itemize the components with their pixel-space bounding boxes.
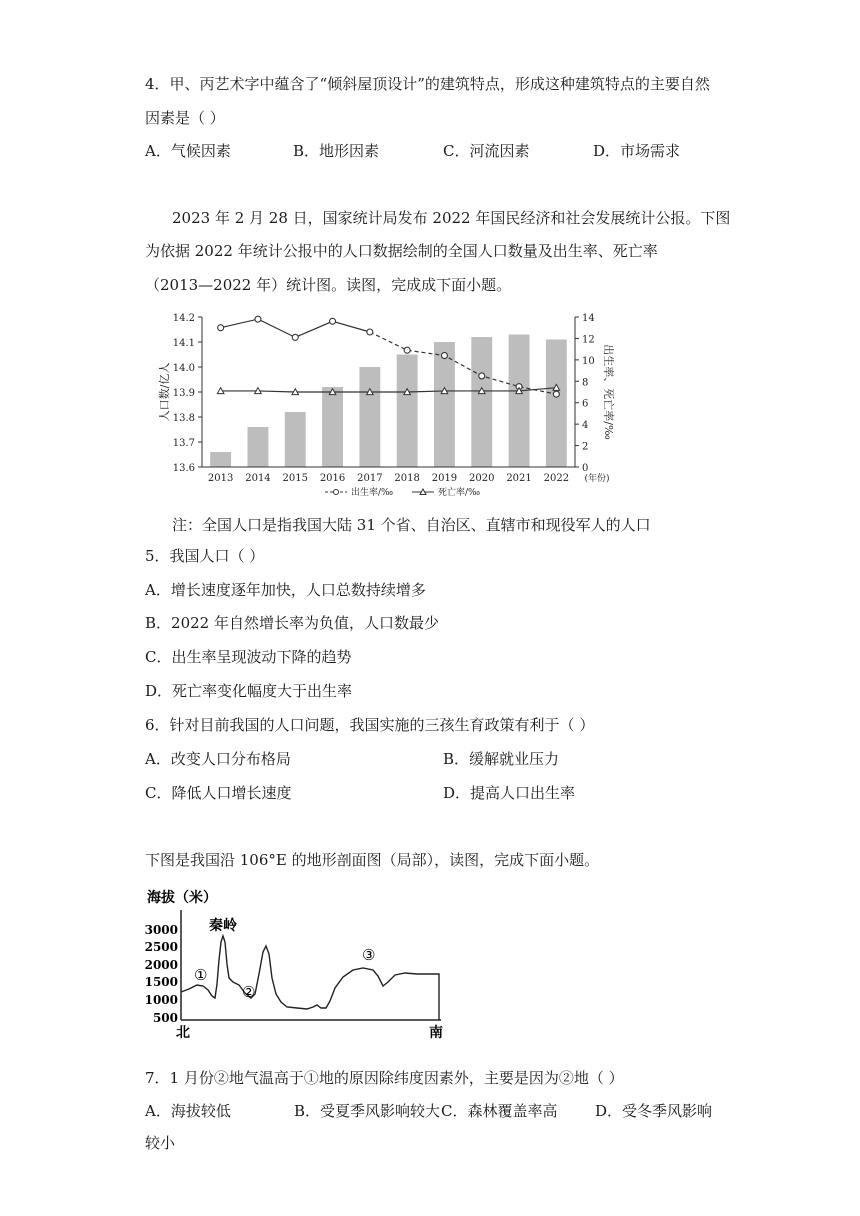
q4-option-a: A．气候因素	[145, 142, 231, 160]
x-tick-label: 2022	[543, 473, 570, 484]
right-tick-label: 14	[582, 313, 595, 324]
terrain-line	[181, 936, 439, 1020]
left-axis-title: 人口数/亿人	[158, 362, 171, 422]
q6-option-a: A．改变人口分布格局	[145, 750, 291, 768]
population-bar-2019	[434, 342, 455, 467]
x-tick-label: 2016	[319, 473, 346, 484]
q7-option-d-wrap: 较小	[145, 1134, 176, 1152]
q5-option-d: D．死亡率变化幅度大于出生率	[145, 682, 353, 700]
population-bar-2020	[471, 337, 492, 467]
left-tick-label: 13.8	[172, 413, 195, 424]
profile-south: 南	[429, 1025, 443, 1041]
birth-rate-point-2016	[330, 318, 336, 324]
mountain-label: 秦岭	[209, 918, 237, 934]
legend-birth-marker	[334, 490, 339, 495]
birth-rate-point-2020	[479, 373, 485, 379]
q6-stem: 6．针对目前我国的人口问题，我国实施的三孩生育政策有利于（ ）	[145, 716, 595, 734]
profile-ytick-2500: 2500	[145, 940, 178, 954]
profile-ytick-500: 500	[152, 1011, 178, 1025]
left-tick-label: 14.0	[172, 363, 195, 374]
birth-rate-point-2017	[367, 329, 373, 335]
passage1-line2: 为依据 2022 年统计公报中的人口数据绘制的全国人口数量及出生率、死亡率	[145, 242, 658, 260]
marker-2: ②	[242, 983, 256, 1001]
marker-1: ①	[194, 966, 208, 984]
legend-birth-label: 出生率/‰	[351, 488, 394, 498]
profile-north: 北	[176, 1025, 190, 1041]
terrain-profile	[145, 882, 455, 1042]
q5-option-b: B．2022 年自然增长率为负值，人口数最少	[145, 614, 439, 632]
left-tick-label: 14.2	[172, 313, 195, 324]
right-tick-label: 12	[582, 334, 595, 346]
right-tick-label: 2	[582, 441, 589, 453]
q7-option-d: D．受冬季风影响	[595, 1102, 713, 1120]
right-tick-label: 4	[582, 420, 589, 432]
q6-option-b: B．缓解就业压力	[443, 750, 560, 768]
passage2-text: 下图是我国沿 106°E 的地形剖面图（局部），读图，完成下面小题。	[145, 851, 600, 869]
q7-option-a: A．海拔较低	[145, 1102, 231, 1120]
profile-ytick-1500: 1500	[145, 975, 178, 989]
population-bar-2014	[248, 427, 269, 467]
q5-stem: 5．我国人口（ ）	[145, 547, 265, 565]
birth-rate-point-2015	[292, 334, 298, 340]
x-tick-label: 2013	[207, 473, 234, 484]
profile-ytick-1000: 1000	[145, 993, 178, 1007]
profile-ytick-3000: 3000	[145, 923, 178, 937]
q4-option-c: C．河流因素	[443, 142, 530, 160]
left-tick-label: 13.6	[172, 463, 195, 474]
x-tick-label: 2015	[282, 473, 308, 484]
population-bar-2017	[359, 367, 380, 467]
left-tick-label: 13.7	[172, 438, 195, 449]
right-tick-label: 8	[582, 377, 589, 389]
profile-ytick-2000: 2000	[145, 958, 178, 972]
q5-option-a: A．增长速度逐年加快，人口总数持续增多	[145, 581, 426, 599]
q7-stem: 7．1 月份②地气温高于①地的原因除纬度因素外，主要是因为②地（ ）	[145, 1069, 624, 1087]
birth-rate-point-2018	[404, 347, 410, 353]
birth-rate-point-2014	[255, 316, 261, 322]
right-tick-label: 0	[582, 463, 589, 474]
left-tick-label: 14.1	[172, 338, 195, 349]
death-rate-line	[221, 388, 557, 392]
birth-rate-point-2013	[218, 325, 224, 331]
q4-stem-line1: 4．甲、丙艺术字中蕴含了“倾斜屋顶设计”的建筑特点，形成这种建筑特点的主要自然	[145, 75, 710, 93]
profile-ylabel: 海拔（米）	[147, 890, 217, 906]
q4-option-b: B．地形因素	[293, 142, 380, 160]
population-bar-2018	[397, 355, 418, 468]
right-tick-label: 10	[582, 355, 595, 367]
x-tick-label: 2017	[357, 473, 383, 484]
q6-option-d: D．提高人口出生率	[443, 784, 576, 802]
passage1-line3: （2013—2022 年）统计图。读图，完成成下面小题。	[145, 276, 512, 294]
population-bar-2013	[210, 452, 231, 467]
x-tick-label: 2020	[469, 473, 495, 484]
left-tick-label: 13.9	[172, 388, 195, 399]
right-axis-title: 出生率、死亡率/‰	[602, 344, 615, 440]
legend-death-label: 死亡率/‰	[438, 488, 481, 498]
population-chart	[150, 305, 630, 500]
birth-rate-point-2022	[553, 391, 559, 397]
marker-3: ③	[362, 946, 376, 964]
population-bar-2016	[322, 387, 343, 467]
population-bar-2021	[509, 335, 530, 468]
q5-option-c: C．出生率呈现波动下降的趋势	[145, 648, 352, 666]
q7-option-c: C．森林覆盖率高	[441, 1102, 558, 1120]
passage1-line1: 2023 年 2 月 28 日，国家统计局发布 2022 年国民经济和社会发展统计公报。下图	[172, 209, 731, 227]
x-tick-label: 2021	[506, 473, 532, 484]
birth-rate-point-2019	[441, 353, 447, 359]
population-bar-2022	[546, 340, 567, 468]
q6-option-c: C．降低人口增长速度	[145, 784, 292, 802]
right-tick-label: 6	[582, 398, 589, 410]
q4-stem-line2: 因素是（ ）	[145, 109, 225, 127]
chart-note: 注：全国人口是指我国大陆 31 个省、自治区、直辖市和现役军人的人口	[172, 516, 651, 534]
x-tick-label: 2019	[431, 473, 458, 484]
q7-option-b: B．受夏季风影响较大	[294, 1102, 441, 1120]
population-bar-2015	[285, 412, 306, 467]
x-tick-label: 2018	[394, 473, 420, 484]
x-unit-label: (年份)	[584, 474, 610, 484]
q4-option-d: D．市场需求	[593, 142, 681, 160]
x-tick-label: 2014	[245, 473, 271, 484]
